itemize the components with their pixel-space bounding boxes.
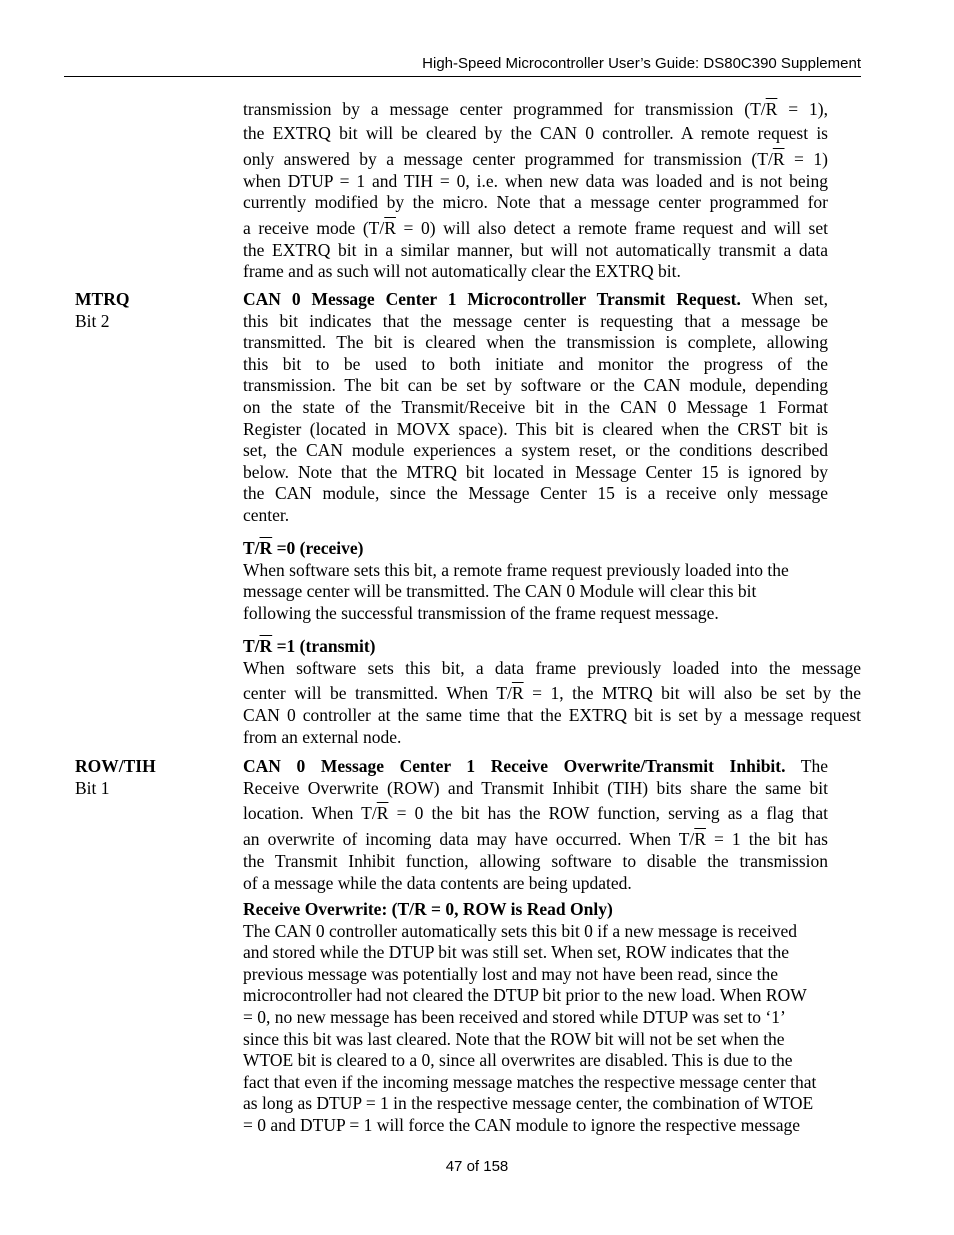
text-line: previous message was potentially lost and may not have been read, since the bbox=[243, 963, 779, 984]
text-line: When software sets this bit, a remote frame request previously loaded into the bbox=[243, 559, 789, 580]
text-line: Register (located in MOVX space). This bit is cleared when the CRST bit is bbox=[243, 418, 828, 439]
text-line bbox=[243, 679, 861, 705]
text-line: since this bit was last cleared. Note that the ROW bit will not be set when the bbox=[243, 1028, 785, 1049]
text-line: below. Note that the MTRQ bit located in Message Center 15 is ignored by bbox=[243, 461, 828, 482]
rowtih-description bbox=[243, 756, 828, 894]
page-number: 47 of 158 bbox=[445, 1158, 509, 1175]
text-span: an overwrite of incoming data may have occurred. When T/ bbox=[243, 829, 695, 850]
text-line: transmission. The bit can be set by software or the CAN module, depending bbox=[243, 375, 828, 396]
text-line: of a message while the data contents are being updated. bbox=[243, 872, 632, 893]
text-line: currently modified by the micro. Note that a message center programmed for bbox=[243, 192, 828, 213]
rowtih-label bbox=[75, 756, 156, 799]
text-span: = 1) bbox=[784, 148, 828, 169]
text-line: set, the CAN module experiences a system reset, or the conditions described bbox=[243, 440, 828, 461]
text-line: as long as DTUP = 1 in the respective message center, the combination of WTOE bbox=[243, 1093, 814, 1114]
r-bar-symbol: $\overline{R}$ bbox=[376, 803, 389, 824]
r-bar-symbol: $\overline{R}$ bbox=[765, 99, 778, 119]
r-bar-symbol: $\overline{R}$ bbox=[259, 538, 273, 558]
bit-title: CAN 0 Message Center 1 Microcontroller Transmit Request. bbox=[243, 289, 741, 309]
r-bar-symbol: $\overline{R}$ bbox=[694, 829, 706, 850]
text-line: the EXTRQ bit in a similar manner, but will not automatically transmit a data bbox=[243, 239, 828, 260]
text-line: Receive Overwrite (ROW) and Transmit Inhibit (TIH) bits share the same bit bbox=[243, 777, 828, 798]
subheading: Receive Overwrite: (T/R = 0, ROW is Read Only) bbox=[243, 899, 613, 919]
r-bar-symbol: $\overline{R}$ bbox=[772, 148, 785, 169]
mtrq-label bbox=[75, 289, 129, 332]
header-rule bbox=[64, 76, 861, 77]
text-line: and stored while the DTUP bit was still set. When set, ROW indicates that the bbox=[243, 942, 789, 963]
text-span: only answered by a message center programmed for transmission (T/ bbox=[243, 148, 773, 169]
text-span: = 0 the bit has the ROW function, serving as a flag that bbox=[388, 803, 829, 824]
mtrq-transmit-block bbox=[243, 636, 861, 748]
text-line: the Transmit Inhibit function, allowing software to disable the transmission bbox=[243, 851, 828, 872]
text-line: the CAN module, since the Message Center 15 is a receive only message bbox=[243, 483, 828, 504]
text-span: = 1, the MTRQ bit will also be set by the bbox=[523, 683, 861, 704]
text-span: = 1), bbox=[777, 99, 828, 119]
text-line bbox=[243, 289, 828, 311]
text-line: When software sets this bit, a data frame previously loaded into the message bbox=[243, 657, 861, 678]
text-line: this bit indicates that the message center is requesting that a message be bbox=[243, 310, 828, 331]
text-line: from an external node. bbox=[243, 726, 402, 747]
text-span: T/ bbox=[243, 538, 260, 558]
text-span: = 1 the bit has bbox=[705, 829, 828, 850]
text-span: =1 (transmit) bbox=[272, 636, 376, 656]
intro-paragraph bbox=[243, 97, 828, 283]
text-line bbox=[243, 825, 828, 851]
text-span: = 0) will also detect a remote frame request and will set bbox=[395, 217, 828, 238]
text-line: The CAN 0 controller automatically sets this bit 0 if a new message is received bbox=[243, 920, 798, 941]
r-bar-symbol: $\overline{R}$ bbox=[511, 683, 524, 704]
running-header: High-Speed Microcontroller User’s Guide: DS80C390 Supplement bbox=[422, 55, 861, 72]
text-line: = 0, no new message has been received and stored while DTUP was set to ‘1’ bbox=[243, 1006, 786, 1027]
text-line: fact that even if the incoming message matches the respective message center that bbox=[243, 1071, 817, 1092]
text-line bbox=[243, 97, 828, 123]
text-span: center will be transmitted. When T/ bbox=[243, 683, 512, 704]
text-line: WTOE bit is cleared to a 0, since all overwrites are disabled. This is due to the bbox=[243, 1050, 793, 1071]
text-line: transmitted. The bit is cleared when the transmission is complete, allowing bbox=[243, 332, 828, 353]
r-bar-symbol: $\overline{R}$ bbox=[259, 636, 273, 656]
text-span: a receive mode (T/ bbox=[243, 217, 385, 238]
text-line: the EXTRQ bit will be cleared by the CAN 0 controller. A remote request is bbox=[243, 123, 828, 143]
text-line: frame and as such will not automatically clear the EXTRQ bit. bbox=[243, 261, 681, 282]
text-line: microcontroller had not cleared the DTUP bit prior to the new load. When ROW bbox=[243, 985, 807, 1006]
r-bar-symbol: $\overline{R}$ bbox=[384, 217, 396, 238]
text-span: When set, bbox=[740, 289, 828, 309]
subheading bbox=[243, 538, 843, 560]
text-line: = 0 and DTUP = 1 will force the CAN module to ignore the respective message bbox=[243, 1114, 801, 1135]
bit-number: Bit 2 bbox=[75, 310, 110, 331]
text-line bbox=[243, 799, 828, 825]
text-line: center. bbox=[243, 504, 290, 525]
text-line: on the state of the Transmit/Receive bit in the CAN 0 Message 1 Format bbox=[243, 396, 828, 417]
bit-name: MTRQ bbox=[75, 289, 130, 309]
text-span: =0 (receive) bbox=[272, 538, 364, 558]
bit-title: CAN 0 Message Center 1 Receive Overwrite/Transmit Inhibit. bbox=[243, 756, 786, 776]
bit-number: Bit 1 bbox=[75, 777, 110, 798]
text-line: message center will be transmitted. The CAN 0 Module will clear this bit bbox=[243, 581, 757, 602]
text-line: this bit to be used to both initiate and monitor the progress of the bbox=[243, 353, 828, 374]
mtrq-description bbox=[243, 289, 828, 527]
mtrq-receive-block bbox=[243, 538, 843, 624]
text-line bbox=[243, 145, 828, 171]
text-line: following the successful transmission of the frame request message. bbox=[243, 602, 719, 623]
text-span: transmission by a message center programmed for transmission (T/ bbox=[243, 99, 766, 119]
text-span: The bbox=[785, 756, 828, 776]
bit-name: ROW/TIH bbox=[75, 756, 156, 776]
text-span: T/ bbox=[243, 636, 260, 656]
text-line bbox=[243, 756, 828, 778]
text-line bbox=[243, 214, 828, 240]
text-span: location. When T/ bbox=[243, 803, 377, 824]
subheading bbox=[243, 636, 861, 658]
text-line: when DTUP = 1 and TIH = 0, i.e. when new data was loaded and is not being bbox=[243, 170, 828, 191]
text-line: CAN 0 controller at the same time that the EXTRQ bit is set by a message request bbox=[243, 705, 861, 726]
receive-overwrite-block bbox=[243, 899, 858, 1137]
